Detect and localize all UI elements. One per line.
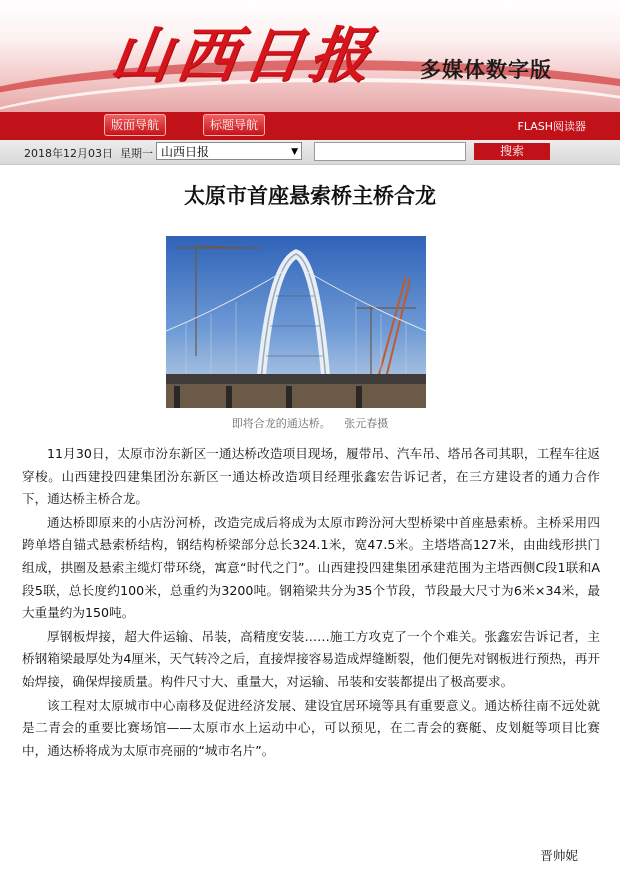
article-body [22,443,600,763]
newspaper-logo: 山西日报 [106,21,381,91]
article-paragraph: 11月30日，太原市汾东新区一通达桥改造项目现场，履带吊、汽车吊、塔吊各司其职，工程车往返穿梭。山西建投四建集团汾东新区一通达桥改造项目经理张鑫宏告诉记者，在三方建设者的通力合作下，通达桥主桥合龙。 [22,446,600,507]
search-input[interactable] [314,142,466,161]
masthead-banner [0,0,620,112]
article-paragraph: 厚钢板焊接，超大件运输、吊装，高精度安装……施工方攻克了一个个难关。张鑫宏告诉记者，主桥钢箱梁最厚处为4厘米，天气转冷之后，直接焊接容易造成焊缝断裂，他们便先对钢板进行预热，再开始焊接，确保焊接质量。构件尺寸大、重量大，对运输、吊装和安装都提出了极高要求。 [22,628,600,689]
flash-reader-link[interactable]: FLASH阅读器 [517,120,586,133]
article-paragraph: 通达桥即原来的小店汾河桥，改造完成后将成为太原市跨汾河大型桥梁中首座悬索桥。主桥采用四跨单塔自锚式悬索桥结构，钢结构桥梁部分总长324.1米，宽47.5米。主塔塔高127米，由曲线形拱门组成，拱圈及悬索主缆灯带环绕，寓意“时代之门”。山西建投四建集团承建范围为主塔西侧C段1联和A段5联，总长度约100米，总重约为3200吨。钢箱梁共分为35个节段，节段最大尺寸为6米×34米，最大重量约为150吨。 [22,514,600,621]
search-button[interactable]: 搜索 [474,143,550,160]
photo-credit: 张元春摄 [344,417,389,430]
article-photo [166,236,426,408]
weekday-text: 星期一 [120,147,153,160]
tagline: 多媒体数字版 [420,58,552,82]
title-nav-button[interactable]: 标题导航 [203,114,265,136]
dropdown-arrow-icon: ▼ [291,147,298,157]
date-text: 2018年12月03日 [24,147,113,160]
bridge-photo-illustration [166,236,426,408]
nav-bar [0,112,620,140]
article-title: 太原市首座悬索桥主桥合龙 [184,183,436,208]
layout-nav-button[interactable]: 版面导航 [104,114,166,136]
article-author: 晋帅妮 [540,848,578,863]
photo-caption [0,415,620,431]
paper-select-value: 山西日报 [161,145,210,159]
search-bar [0,140,620,165]
paper-select[interactable] [156,142,302,160]
date-display [24,145,153,161]
caption-text: 即将合龙的通达桥。 [231,417,331,430]
article-paragraph: 该工程对太原城市中心南移及促进经济发展、建设宜居环境等具有重要意义。通达桥往南不远处就是二青会的重要比赛场馆——太原市水上运动中心，可以预见，在二青会的赛艇、皮划艇等项目比赛中，通达桥将成为太原市亮丽的“城市名片”。 [22,697,600,758]
